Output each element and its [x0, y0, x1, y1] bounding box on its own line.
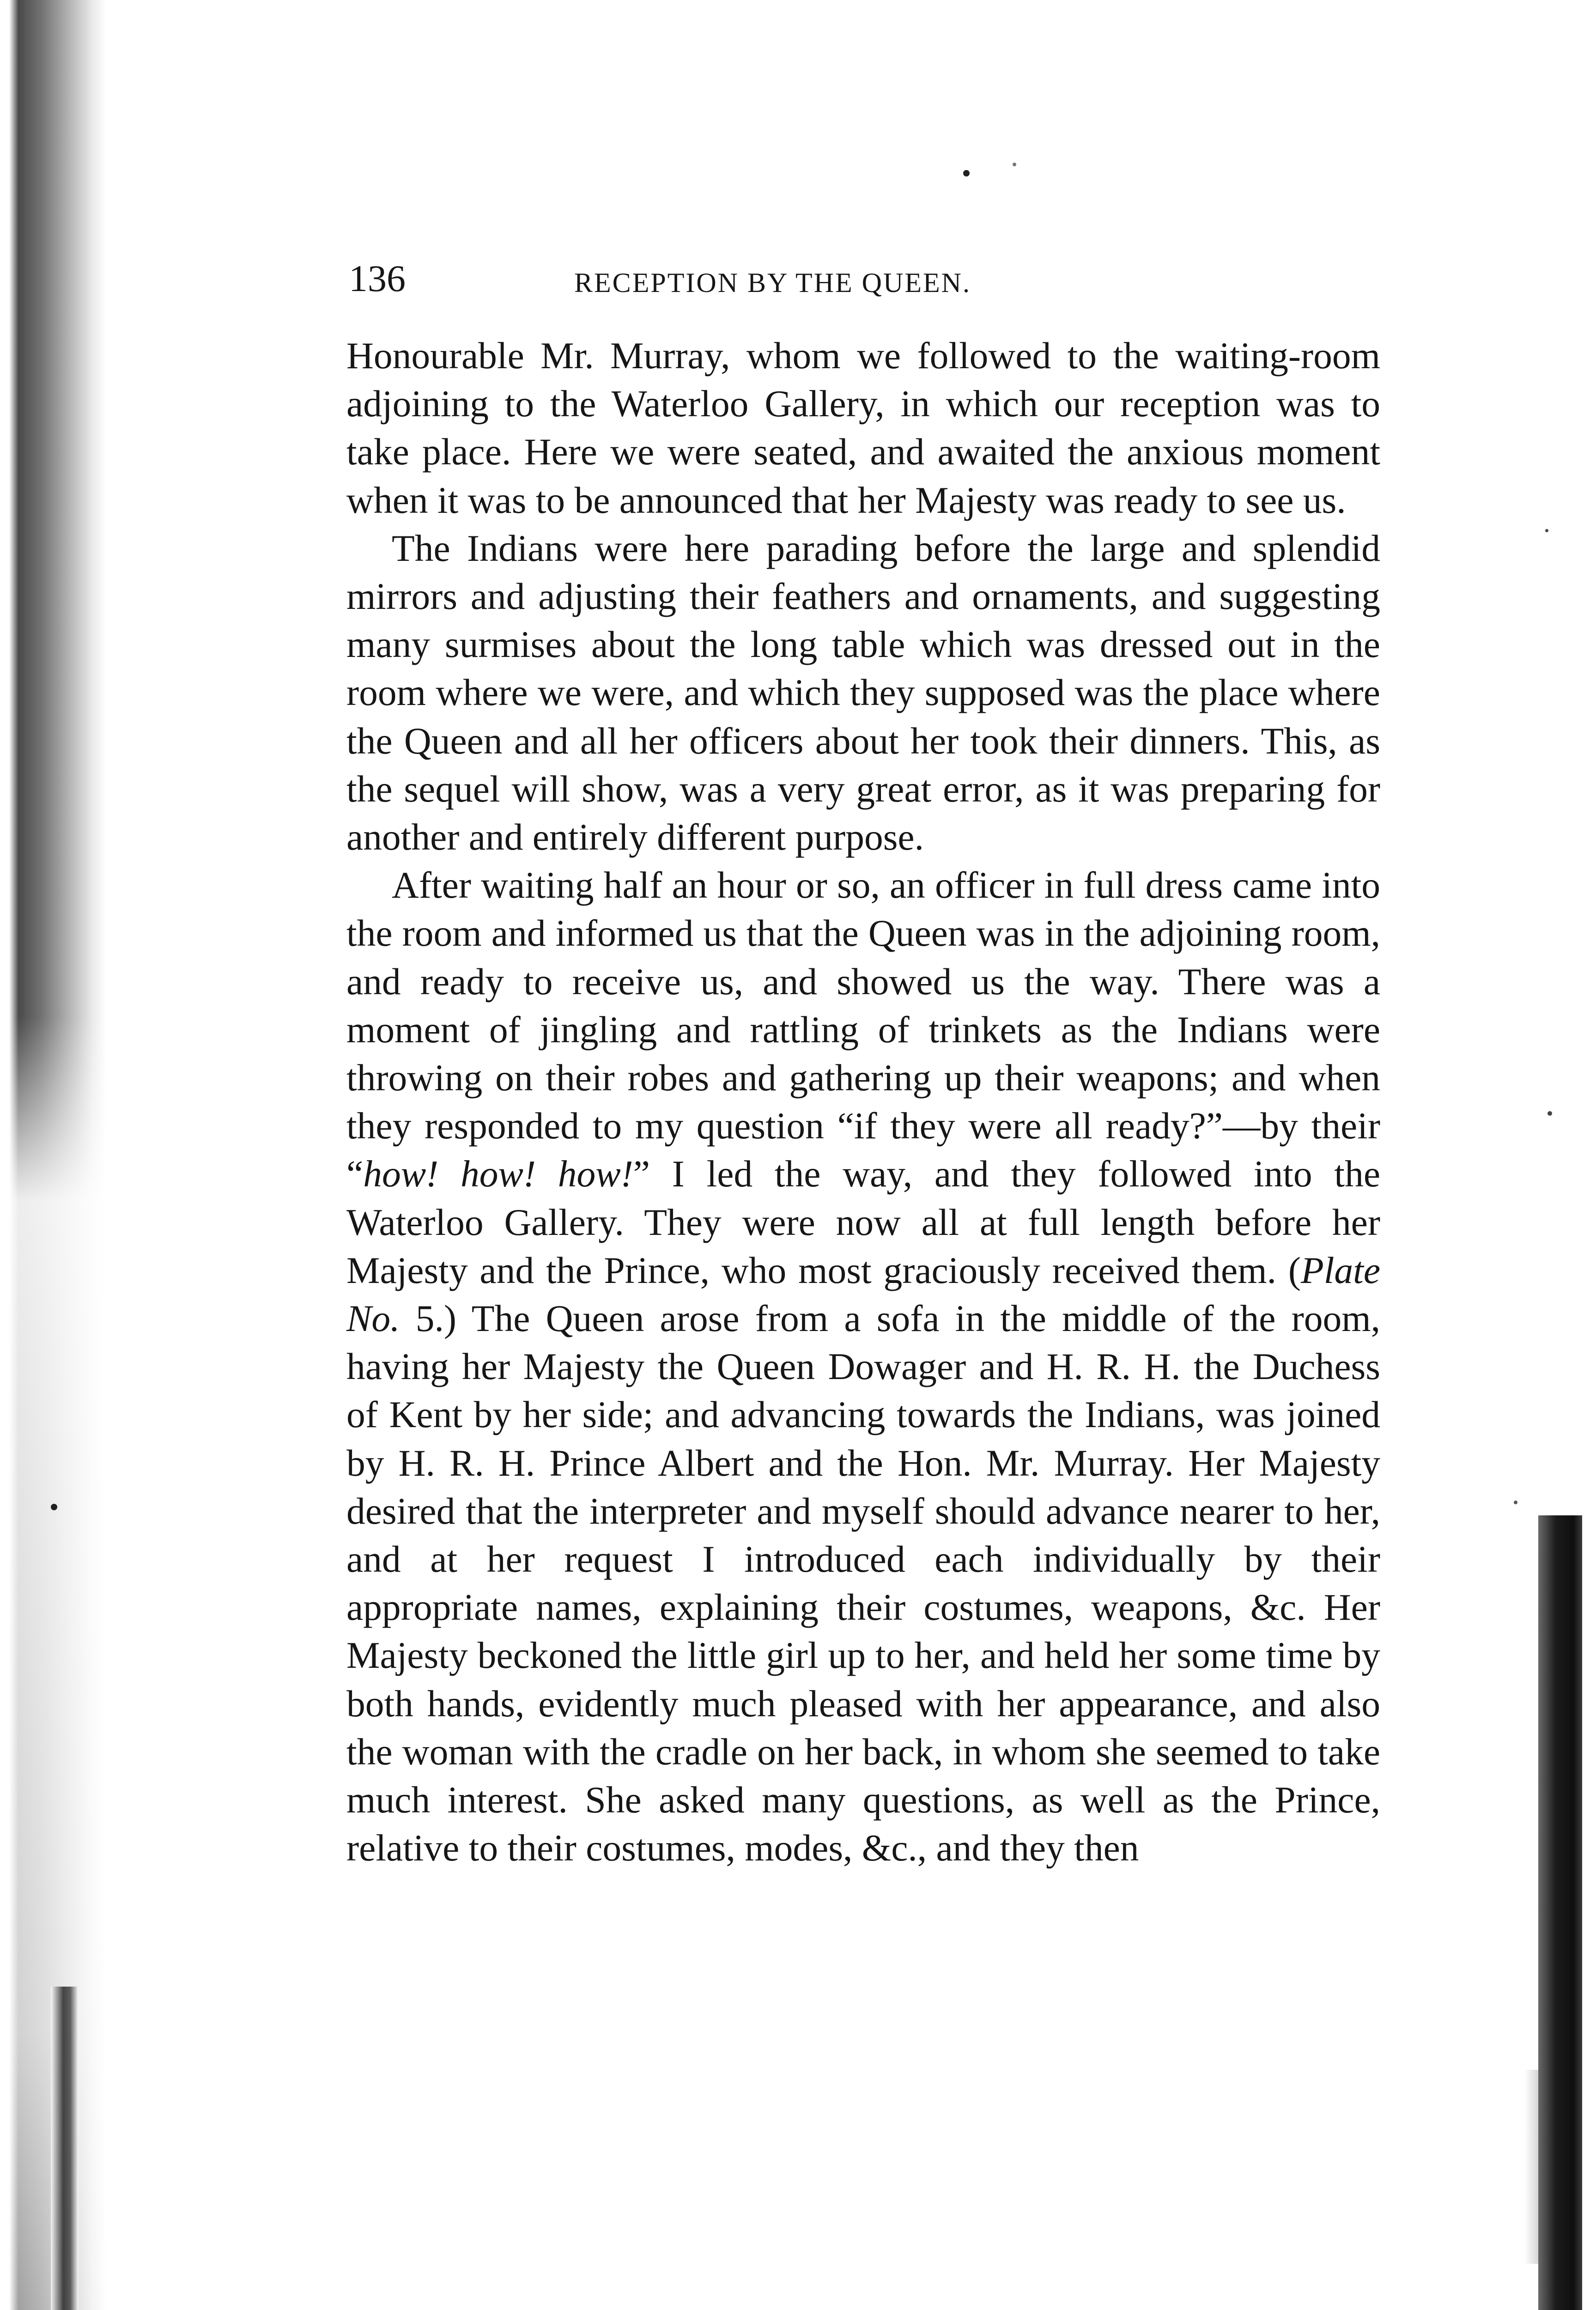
paragraph-3-italic-exclamation: how! how! how! [363, 1153, 633, 1195]
paragraph-3 [346, 861, 1380, 1872]
page-number: 136 [349, 257, 406, 299]
page-binding-gutter-mark [51, 1987, 79, 2310]
ink-speck [963, 170, 970, 176]
body-text [346, 332, 1380, 1872]
paragraph-3-text-a: After waiting half an hour or so, an officer in full dress came into the room and informed us that the Queen was in the adjoining room, and ready to receive us, and showed us the way. There was a moment of jingling and rattling of trinkets as the Indians were throwing on their robes and gathering up their weapons; and when they responded to my question “if they were all ready?”—by their “ [346, 864, 1380, 1195]
page-edge-shadow [1538, 1515, 1582, 2310]
ink-speck [1013, 163, 1016, 166]
ink-speck [51, 1504, 57, 1510]
paragraph-3-text-c: 5.) The Queen arose from a sofa in the middle of the room, having her Majesty the Queen Dowager and H. R. H. the Duchess of Kent by her side; and advancing towards the Indians, was joined by H. R. H. Prince Albert and the Hon. Mr. Murray. Her Majesty desired that the interpreter and myself should advance nearer to her, and at her request I introduced each individually by their appropriate names, explaining their costumes, weapons, &c. Her Majesty beckoned the little girl up to her, and held her some time by both hands, evidently much pleased with her appearance, and also the woman with the cradle on her back, in whom she seemed to take much interest. She asked many questions, as well as the Prince, relative to their costumes, modes, &c., and they then [346, 1297, 1380, 1869]
running-head [349, 253, 1374, 304]
ink-speck [1547, 1111, 1552, 1116]
paragraph-2: The Indians were here parading before the large and splendid mirrors and adjusting their feathers and ornaments, and suggesting many surmises about the long table which was dressed out in the room where we were, and which they supposed was the place where the Queen and all her officers about her took their dinners. This, as the sequel will show, was a very great error, as it was preparing for another and entirely different purpose. [346, 527, 1380, 858]
paragraph-1: Honourable Mr. Murray, whom we followed to the waiting-room adjoining to the Waterloo Gallery, in which our reception was to take place. Here we were seated, and awaited the anxious moment when it was to be announced that her Majesty was ready to see us. [346, 334, 1380, 521]
page-edge-highlight [1524, 2070, 1538, 2264]
running-head-title: RECEPTION BY THE QUEEN. [574, 267, 971, 298]
ink-speck [1545, 529, 1548, 532]
paragraph-3-italic-plate-reference: Plate No. [346, 1249, 1380, 1340]
ink-speck [1514, 1501, 1517, 1504]
paragraph-3-text-b: ” I led the way, and they followed into the Waterloo Gallery. They were now all at full length before her Majesty and the Prince, who most graciously received them. ( [346, 1153, 1380, 1291]
